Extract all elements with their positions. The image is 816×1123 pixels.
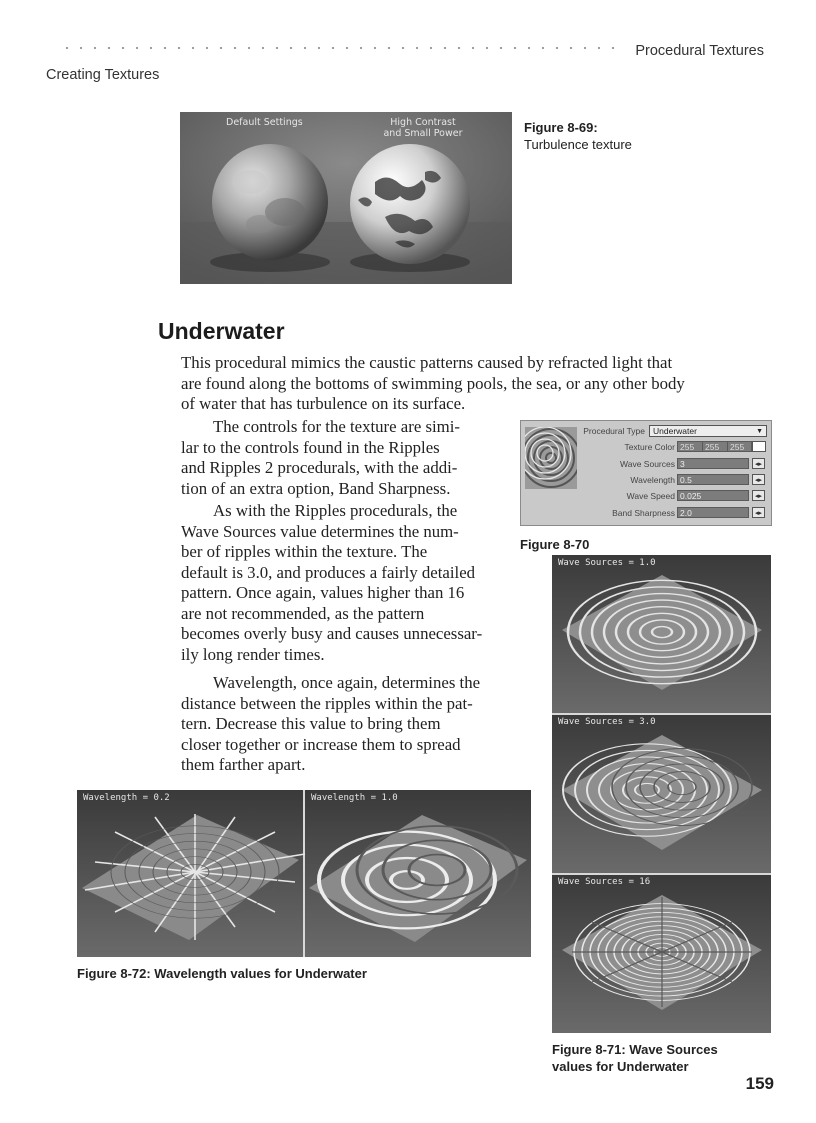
paragraph-wavelength: Wavelength, once again, determines the distance between the ripples within the pat- tern. Decrease this value to bring them closer together or increase them to spread them farther apart. (181, 673, 481, 774)
spinner-arrows-icon[interactable]: ◂▸ (752, 474, 765, 485)
figure-8-72-image (77, 790, 531, 957)
header-leader-dots (60, 44, 620, 52)
wavelength-row (521, 474, 771, 487)
wave-speed-row (521, 490, 771, 503)
wavelength-label: Wavelength (630, 475, 675, 485)
figure-8-71-image (552, 555, 771, 1033)
figure-71-label-3: Wave Sources = 16 (558, 877, 651, 887)
page-number: 159 (745, 1074, 774, 1093)
figure-69-caption: Figure 8-69: Turbulence texture (524, 120, 632, 152)
paragraph-intro: This procedural mimics the caustic patterns caused by refracted light that are found along the bottoms of swimming pools, the sea, or any other body of water that has turbulence on its surface. (181, 353, 685, 413)
texture-color-label: Texture Color (624, 442, 675, 452)
figure-8-70-panel (520, 420, 772, 526)
procedural-type-select[interactable]: Underwater ▼ (649, 425, 767, 437)
figure-69-label-default: Default Settings (226, 117, 303, 128)
dropdown-arrow-icon: ▼ (756, 428, 763, 435)
texture-color-r[interactable]: 255 (677, 441, 703, 452)
texture-color-row (521, 441, 771, 454)
sphere-default (212, 144, 328, 260)
figure-69-label-high-contrast: High Contrast and Small Power (383, 117, 463, 139)
figure-71-label-1: Wave Sources = 1.0 (558, 558, 656, 568)
wave-sources-label: Wave Sources (620, 459, 675, 469)
running-header-chapter: Creating Textures (46, 67, 160, 83)
spinner-arrows-icon[interactable]: ◂▸ (752, 507, 765, 518)
band-sharpness-row (521, 507, 771, 520)
section-heading: Underwater (158, 318, 285, 344)
wave-speed-label: Wave Speed (626, 491, 675, 501)
texture-color-swatch[interactable] (752, 441, 766, 452)
band-sharpness-label: Band Sharpness (612, 508, 675, 518)
figure-71-caption: Figure 8-71: Wave Sources values for Underwater (552, 1042, 718, 1074)
spinner-arrows-icon[interactable]: ◂▸ (752, 490, 765, 501)
paragraph-controls: The controls for the texture are simi- lar to the controls found in the Ripples and Ripples 2 procedurals, with the addi- tion of an extra option, Band Sharpness. (181, 417, 460, 498)
wavelength-input[interactable]: 0.5 (677, 474, 749, 485)
texture-color-g[interactable]: 255 (702, 441, 728, 452)
paragraph-wave-sources: As with the Ripples procedurals, the Wave Sources value determines the num- ber of ripples within the texture. The default is 3.0, and produces a fairly detailed pattern. Once again, values higher than 16 are not recommended, as the pattern becomes overly busy and causes unnecessar- ily long render times. (181, 501, 483, 664)
wave-sources-input[interactable]: 3 (677, 458, 749, 469)
figure-71-label-2: Wave Sources = 3.0 (558, 717, 656, 727)
procedural-type-label: Procedural Type (583, 426, 645, 436)
figure-72-label-2: Wavelength = 1.0 (311, 793, 398, 803)
wave-sources-row (521, 458, 771, 471)
band-sharpness-input[interactable]: 2.0 (677, 507, 749, 518)
spinner-arrows-icon[interactable]: ◂▸ (752, 458, 765, 469)
figure-70-caption: Figure 8-70 (520, 537, 590, 552)
figure-72-caption: Figure 8-72: Wavelength values for Underwater (77, 966, 367, 981)
running-header-section: Procedural Textures (635, 43, 764, 59)
figure-8-69-image (180, 112, 512, 284)
texture-color-b[interactable]: 255 (727, 441, 752, 452)
figure-72-label-1: Wavelength = 0.2 (83, 793, 170, 803)
procedural-type-row (521, 425, 771, 438)
wave-speed-input[interactable]: 0.025 (677, 490, 749, 501)
